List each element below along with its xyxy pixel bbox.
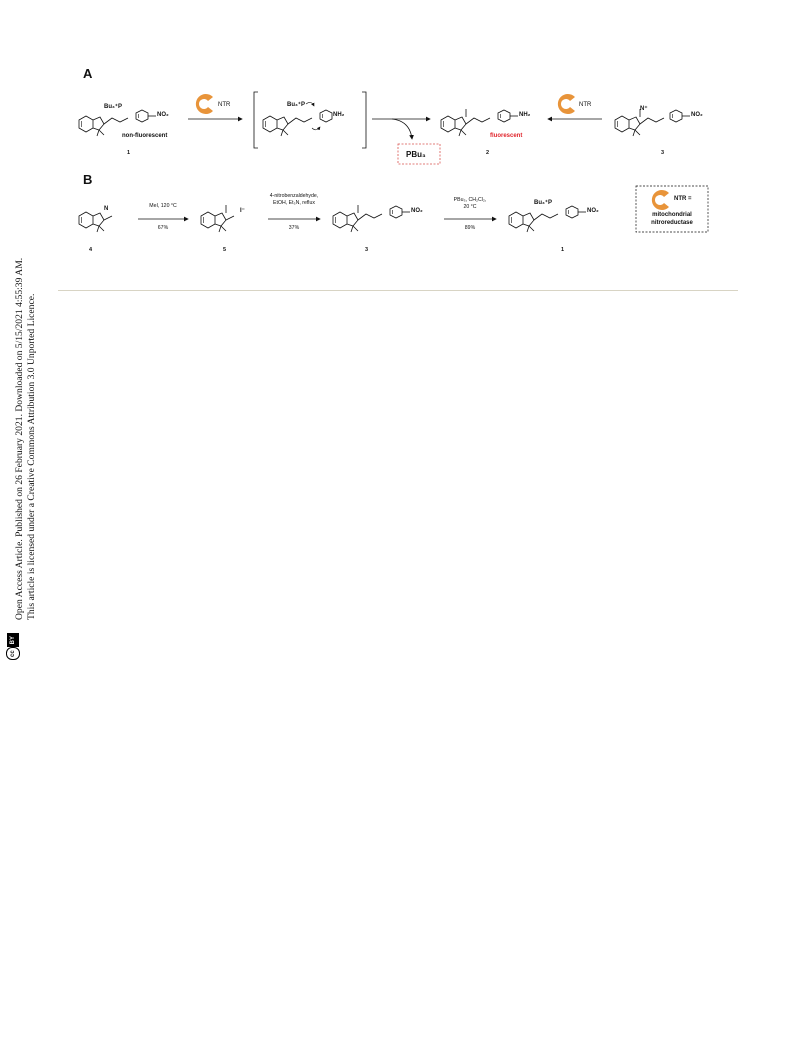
license-line-2[interactable]: This article is licensed under a Creative Commons Attribution 3.0 Unported Licence. xyxy=(26,293,37,620)
ntr-enzyme-icon xyxy=(196,94,213,114)
legend-line: mitochondrial xyxy=(652,212,692,218)
compound-number: 4 xyxy=(89,247,93,253)
license-sidebar xyxy=(4,200,40,660)
release-arrow xyxy=(392,119,412,139)
compound-4-structure xyxy=(79,212,112,232)
nh2-label: NH₂ xyxy=(519,112,531,118)
reaction-condition: 4-nitrobenzaldehyde, xyxy=(269,193,319,199)
fluorescent-label: fluorescent xyxy=(490,133,523,139)
compound-number: 2 xyxy=(486,150,490,156)
ntr-label: NTR xyxy=(579,102,592,108)
no2-label: NO₂ xyxy=(411,208,423,214)
reaction-yield: 67% xyxy=(157,225,169,231)
no2-label: NO₂ xyxy=(157,112,169,118)
bu3p-label: Bu₃⁺P xyxy=(534,200,552,206)
compound-number: 1 xyxy=(561,247,565,253)
ntr-enzyme-icon xyxy=(558,94,575,114)
n-label: N xyxy=(104,206,109,212)
no2-label: NO₂ xyxy=(587,208,599,214)
compound-number: 3 xyxy=(365,247,369,253)
reaction-scheme xyxy=(0,0,793,300)
bu3p-label: Bu₃⁺P xyxy=(287,102,305,108)
legend-line: nitroreductase xyxy=(651,220,693,226)
compound-number: 5 xyxy=(223,247,227,253)
pbu3-label: PBu₃ xyxy=(406,150,426,159)
compound-2-structure xyxy=(441,109,518,136)
iodide-label: I⁻ xyxy=(240,208,245,214)
legend-ntr-label: NTR = xyxy=(674,196,692,202)
reaction-yield: 37% xyxy=(288,225,300,231)
reaction-condition: PBu₃, CH₂Cl₂, xyxy=(453,197,487,203)
cc-icon: cc xyxy=(6,647,20,660)
compound-number: 3 xyxy=(661,150,665,156)
license-line-1[interactable]: Open Access Article. Published on 26 February 2021. Downloaded on 5/15/2021 4:55:39 AM. xyxy=(14,257,25,620)
compound-3-structure xyxy=(615,109,690,136)
reaction-condition: EtOH, Et₃N, reflux xyxy=(273,200,315,206)
bu3p-label: Bu₃⁺P xyxy=(104,104,122,110)
intermediate-structure xyxy=(254,92,366,148)
ntr-legend-icon xyxy=(652,190,669,210)
nh2-label: NH₂ xyxy=(333,112,345,118)
compound-5-structure xyxy=(201,205,234,232)
cc-badge[interactable] xyxy=(6,633,20,660)
section-divider xyxy=(58,290,738,291)
compound-1b-structure xyxy=(509,206,586,232)
by-icon: BY xyxy=(7,633,19,647)
reaction-yield: 89% xyxy=(464,225,476,231)
panel-label-b: B xyxy=(83,172,93,187)
reaction-condition: 20 °C xyxy=(463,204,477,210)
no2-label: NO₂ xyxy=(691,112,703,118)
reaction-condition: MeI, 120 °C xyxy=(149,203,177,209)
ntr-label: NTR xyxy=(218,102,231,108)
compound-number: 1 xyxy=(127,150,131,156)
compound-3b-structure xyxy=(333,205,410,232)
nonfluorescent-label: non-fluorescent xyxy=(122,133,168,139)
panel-label-a: A xyxy=(83,66,93,81)
n-plus-label: N⁺ xyxy=(640,106,648,112)
